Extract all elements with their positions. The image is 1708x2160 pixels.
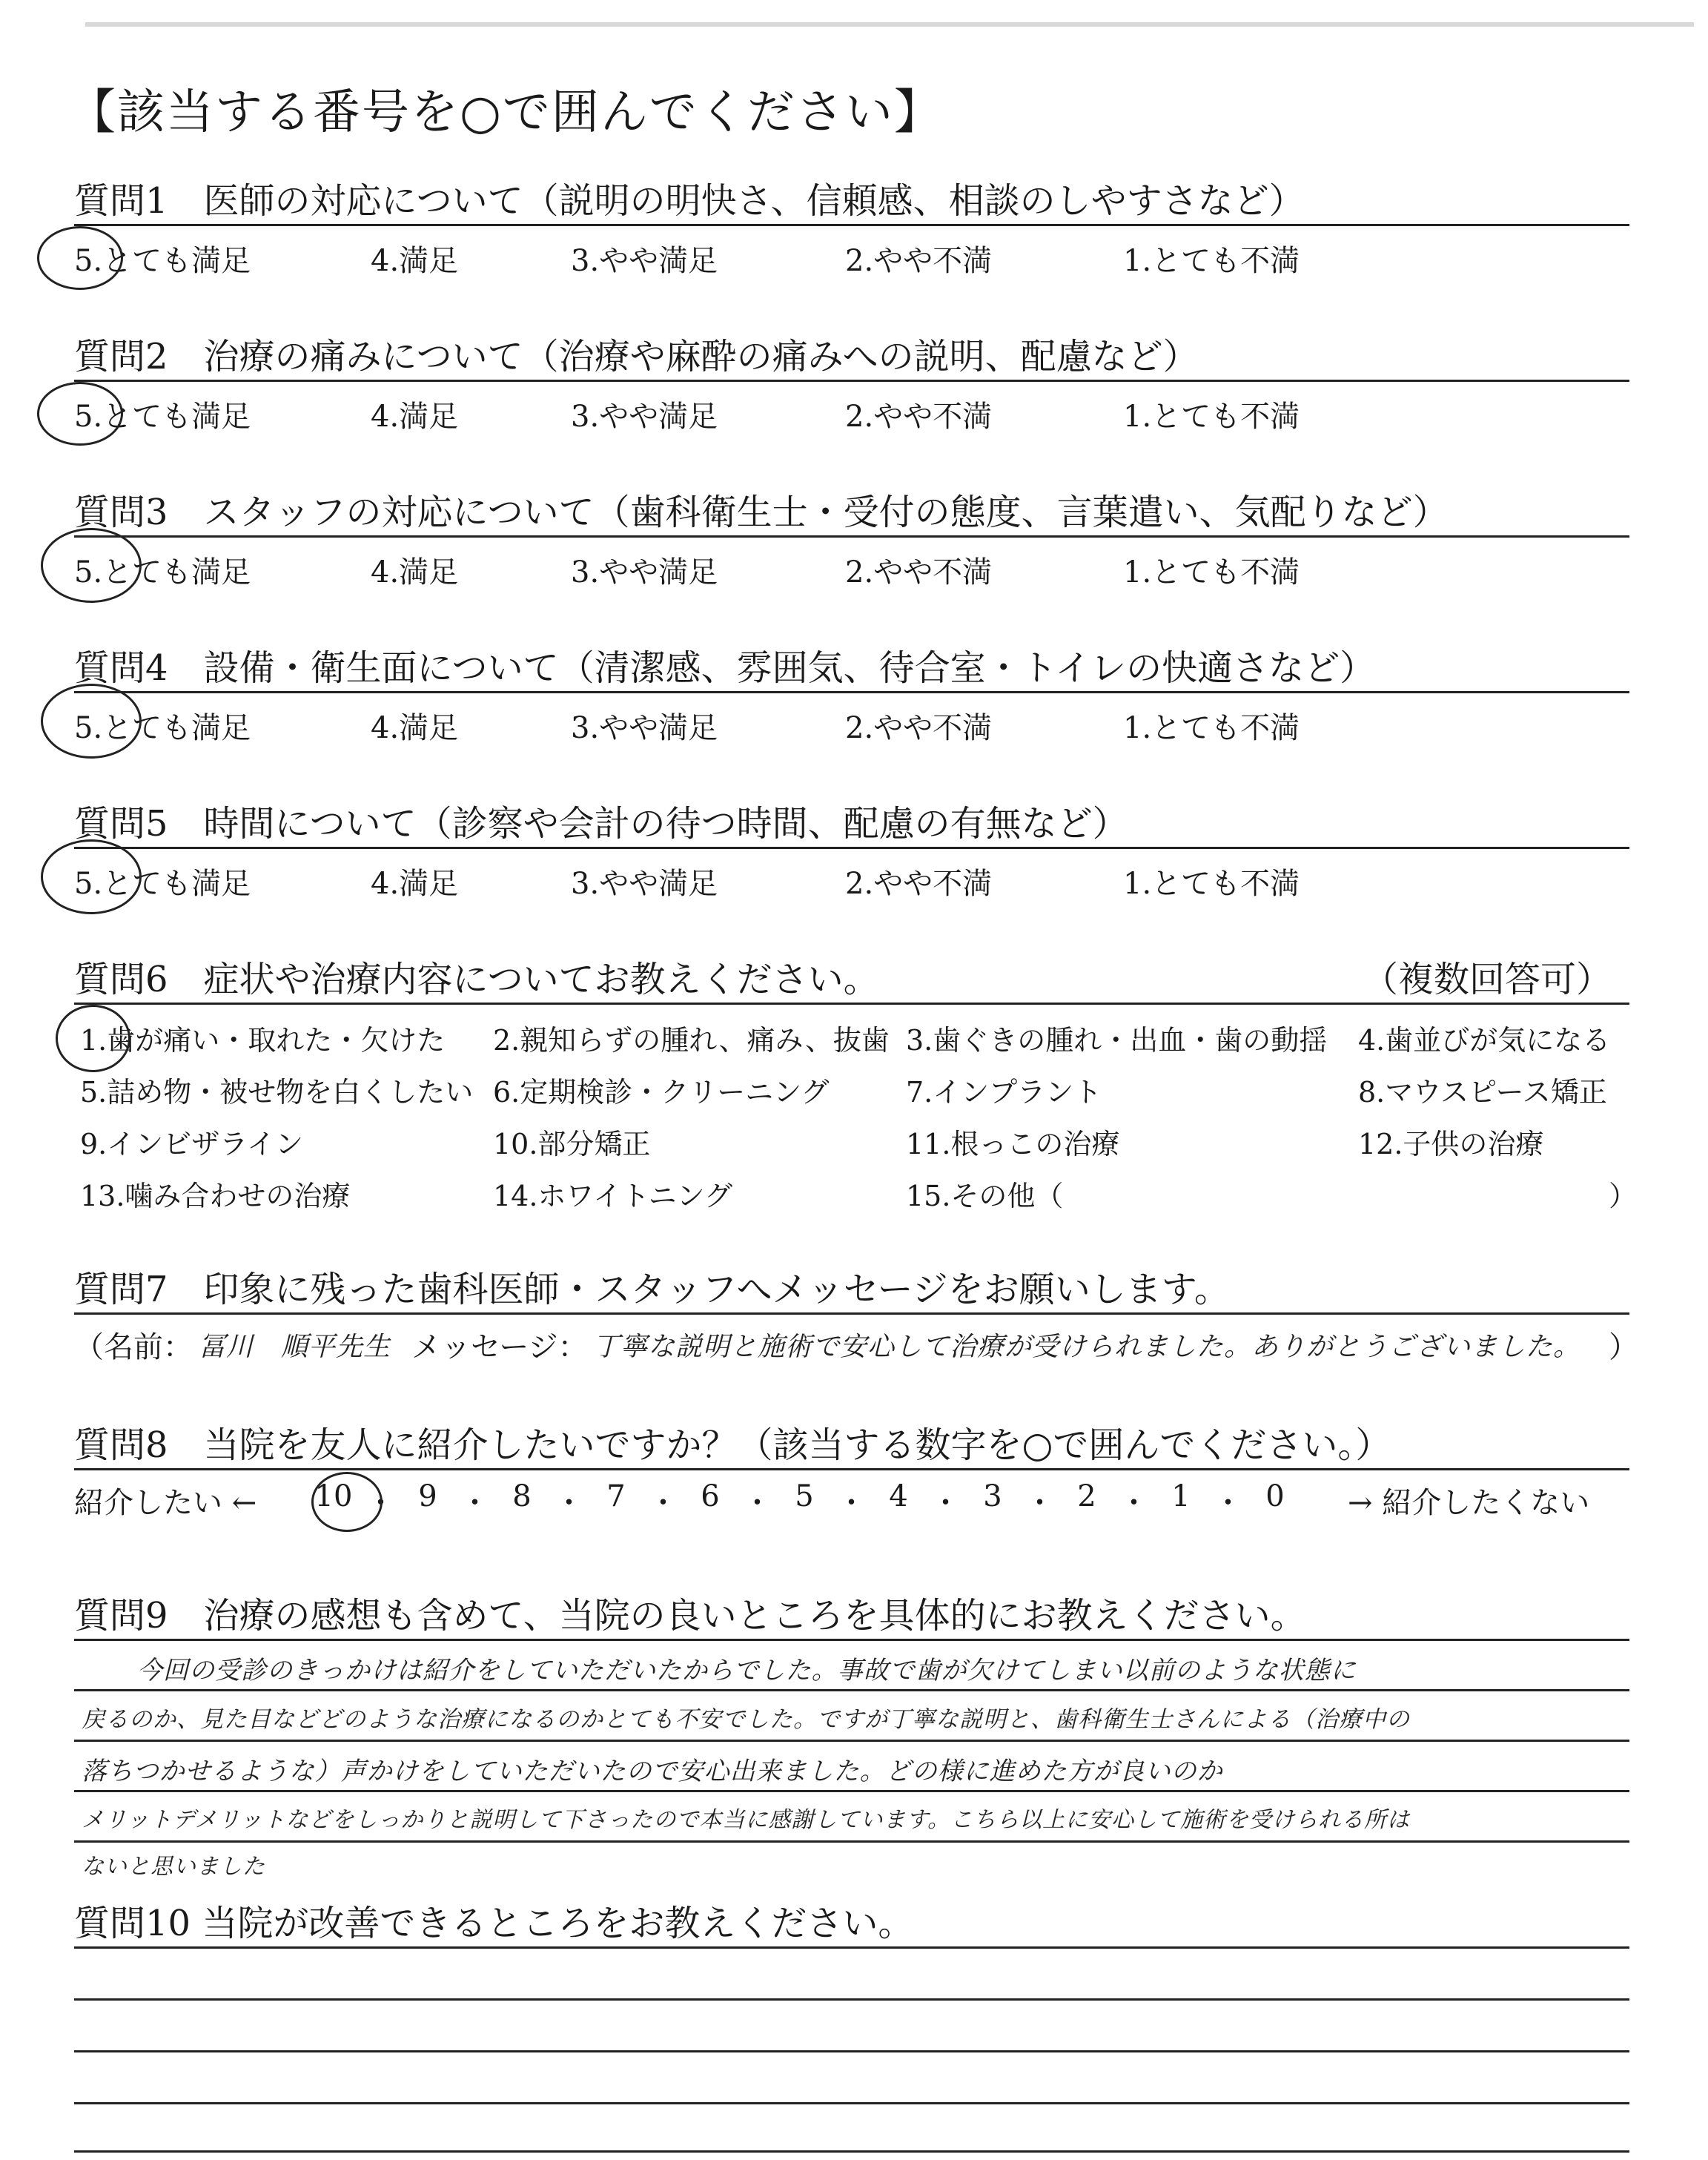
q9-line-5 <box>74 1840 1629 1843</box>
q8-scale-number-5[interactable]: 5 <box>795 1479 814 1513</box>
q2-rule <box>74 380 1629 382</box>
q4-selection-circle <box>41 684 142 759</box>
q6-item-2[interactable]: 2.親知らずの腫れ、痛み、抜歯 <box>493 1024 890 1057</box>
q6-multiple-answer-note: （複数回答可） <box>1363 959 1612 1000</box>
q9-line-4 <box>74 1790 1629 1792</box>
q8-right-label: → 紹介したくない <box>1348 1486 1590 1520</box>
q6-item-3[interactable]: 3.歯ぐきの腫れ・出血・歯の動揺 <box>906 1024 1328 1057</box>
q7-close-paren: ） <box>1609 1330 1638 1364</box>
form-heading: 【該当する番号を○で囲んでください】 <box>68 85 943 140</box>
q5-option-2[interactable]: 2.やや不満 <box>845 867 993 901</box>
q6-item-11[interactable]: 11.根っこの治療 <box>906 1128 1120 1160</box>
q6-item-5[interactable]: 5.詰め物・被せ物を白くしたい <box>80 1076 474 1109</box>
q8-scale-separator: ・ <box>460 1486 490 1520</box>
q7-name-value[interactable]: 冨川 順平先生 <box>199 1332 391 1362</box>
q6-selection-circle <box>56 1005 130 1072</box>
q6-item-12[interactable]: 12.子供の治療 <box>1358 1128 1544 1160</box>
q3-option-5[interactable]: 5.とても満足 <box>74 555 251 589</box>
q9-answer-line-5[interactable]: ないと思いました <box>82 1854 265 1880</box>
q8-selection-circle <box>311 1472 383 1532</box>
q8-scale-separator: ・ <box>1213 1486 1243 1520</box>
q1-option-3[interactable]: 3.やや満足 <box>571 244 718 278</box>
q4-option-5[interactable]: 5.とても満足 <box>74 711 251 745</box>
q3-option-1[interactable]: 1.とても不満 <box>1123 555 1300 589</box>
q8-scale-number-8[interactable]: 8 <box>512 1479 532 1513</box>
q6-rule <box>74 1003 1629 1005</box>
q3-rule <box>74 535 1629 538</box>
q7-rule <box>74 1312 1629 1315</box>
q9-answer-line-4[interactable]: メリットデメリットなどをしっかりと説明して下さったので本当に感謝しています。こちら以上に安心して施術を受けられる所は <box>82 1807 1410 1833</box>
q9-line-3 <box>74 1740 1629 1742</box>
q8-left-label: 紹介したい ← <box>74 1486 257 1520</box>
q2-option-3[interactable]: 3.やや満足 <box>571 400 718 434</box>
q9-answer-line-3[interactable]: 落ちつかせるような）声かけをしていただいたので安心出来ました。どの様に進めた方が良いのか <box>82 1757 1223 1786</box>
q1-option-4[interactable]: 4.満足 <box>371 244 459 278</box>
q3-title: 質問3 スタッフの対応について（歯科衛生士・受付の態度、言葉遣い、気配りなど） <box>74 492 1449 533</box>
q7-title: 質問7 印象に残った歯科医師・スタッフへメッセージをお願いします。 <box>74 1269 1230 1310</box>
q6-item-1[interactable]: 1.歯が痛い・取れた・欠けた <box>80 1024 446 1057</box>
q10-title: 質問10 当院が改善できるところをお教えください。 <box>74 1903 914 1944</box>
q9-line-2 <box>74 1689 1629 1691</box>
q2-title: 質問2 治療の痛みについて（治療や麻酔の痛みへの説明、配慮など） <box>74 336 1199 377</box>
q6-item-10[interactable]: 10.部分矯正 <box>493 1128 651 1160</box>
q9-answer-line-2[interactable]: 戻るのか、見た目などどのような治療になるのかとても不安でした。ですが丁寧な説明と、歯科衛生士さんによる（治療中の <box>82 1706 1410 1733</box>
q3-option-4[interactable]: 4.満足 <box>371 555 459 589</box>
q8-scale-number-1[interactable]: 1 <box>1171 1479 1191 1513</box>
q2-selection-circle <box>37 382 123 446</box>
q9-line-1 <box>74 1639 1629 1641</box>
q6-item-8[interactable]: 8.マウスピース矯正 <box>1358 1076 1607 1109</box>
q2-option-4[interactable]: 4.満足 <box>371 400 459 434</box>
q10-line-5 <box>74 2150 1629 2153</box>
top-edge-line <box>85 22 1694 27</box>
q10-line-4 <box>74 2102 1629 2104</box>
q5-option-1[interactable]: 1.とても不満 <box>1123 867 1300 901</box>
q9-answer-line-1[interactable]: 今回の受診のきっかけは紹介をしていただいたからでした。事故で歯が欠けてしまい以前のような状態に <box>137 1656 1357 1685</box>
q1-option-2[interactable]: 2.やや不満 <box>845 244 993 278</box>
q5-option-5[interactable]: 5.とても満足 <box>74 867 251 901</box>
q8-scale-number-7[interactable]: 7 <box>606 1479 626 1513</box>
q4-option-2[interactable]: 2.やや不満 <box>845 711 993 745</box>
q2-option-2[interactable]: 2.やや不満 <box>845 400 993 434</box>
q1-rule <box>74 224 1629 226</box>
q1-selection-circle <box>37 226 123 290</box>
q8-scale-separator: ・ <box>1119 1486 1149 1520</box>
q5-rule <box>74 847 1629 849</box>
q1-option-5[interactable]: 5.とても満足 <box>74 244 251 278</box>
q10-line-2 <box>74 1998 1629 2001</box>
q5-option-4[interactable]: 4.満足 <box>371 867 459 901</box>
q8-scale-separator: ・ <box>930 1486 961 1520</box>
q8-scale-number-4[interactable]: 4 <box>889 1479 908 1513</box>
q8-scale-number-2[interactable]: 2 <box>1077 1479 1096 1513</box>
q6-item-13[interactable]: 13.噛み合わせの治療 <box>80 1180 351 1212</box>
q6-item-14[interactable]: 14.ホワイトニング <box>493 1180 733 1212</box>
q8-scale-number-0[interactable]: 0 <box>1265 1479 1285 1513</box>
q4-option-4[interactable]: 4.満足 <box>371 711 459 745</box>
q7-message-label: メッセージ： <box>411 1330 588 1364</box>
q8-scale-separator: ・ <box>554 1486 584 1520</box>
q6-item-4[interactable]: 4.歯並びが気になる <box>1358 1024 1611 1057</box>
q1-option-1[interactable]: 1.とても不満 <box>1123 244 1300 278</box>
q8-scale-number-10[interactable]: 10 <box>314 1479 353 1513</box>
q6-item-6[interactable]: 6.定期検診・クリーニング <box>493 1076 830 1109</box>
q6-title: 質問6 症状や治療内容についてお教えください。 <box>74 959 879 1000</box>
q1-title: 質問1 医師の対応について（説明の明快さ、信頼感、相談のしやすさなど） <box>74 180 1305 222</box>
q6-item-7[interactable]: 7.インプラント <box>906 1076 1102 1109</box>
q9-title: 質問9 治療の感想も含めて、当院の良いところを具体的にお教えください。 <box>74 1595 1306 1636</box>
q8-title: 質問8 当院を友人に紹介したいですか？（該当する数字を○で囲んでください。） <box>74 1424 1391 1466</box>
q2-option-1[interactable]: 1.とても不満 <box>1123 400 1300 434</box>
q3-option-2[interactable]: 2.やや不満 <box>845 555 993 589</box>
q6-other-close-paren: ） <box>1609 1180 1638 1212</box>
q5-option-3[interactable]: 3.やや満足 <box>571 867 718 901</box>
q8-scale-number-3[interactable]: 3 <box>983 1479 1002 1513</box>
q4-option-1[interactable]: 1.とても不満 <box>1123 711 1300 745</box>
q10-line-3 <box>74 2050 1629 2052</box>
q8-scale-separator: ・ <box>836 1486 867 1520</box>
q8-scale-number-9[interactable]: 9 <box>418 1479 437 1513</box>
q3-option-3[interactable]: 3.やや満足 <box>571 555 718 589</box>
q7-message-value[interactable]: 丁寧な説明と施術で安心して治療が受けられました。ありがとうございました。 <box>593 1332 1581 1362</box>
q8-scale-separator: ・ <box>648 1486 678 1520</box>
q3-selection-circle <box>41 528 142 603</box>
q8-rule <box>74 1468 1629 1470</box>
q8-scale-number-6[interactable]: 6 <box>701 1479 720 1513</box>
q2-option-5[interactable]: 5.とても満足 <box>74 400 251 434</box>
q8-scale-separator: ・ <box>1025 1486 1055 1520</box>
q8-scale-separator: ・ <box>365 1486 396 1520</box>
q4-title: 質問4 設備・衛生面について（清潔感、雰囲気、待合室・トイレの快適さなど） <box>74 647 1376 689</box>
q8-scale-separator: ・ <box>742 1486 772 1520</box>
q5-selection-circle <box>41 839 142 914</box>
q6-item-9[interactable]: 9.インビザライン <box>80 1128 304 1160</box>
q10-line-1 <box>74 1946 1629 1949</box>
q4-rule <box>74 691 1629 693</box>
q7-name-label: （名前： <box>74 1330 193 1364</box>
q6-item-15[interactable]: 15.その他（ <box>906 1180 1064 1212</box>
q4-option-3[interactable]: 3.やや満足 <box>571 711 718 745</box>
q5-title: 質問5 時間について（診察や会計の待つ時間、配慮の有無など） <box>74 803 1128 845</box>
